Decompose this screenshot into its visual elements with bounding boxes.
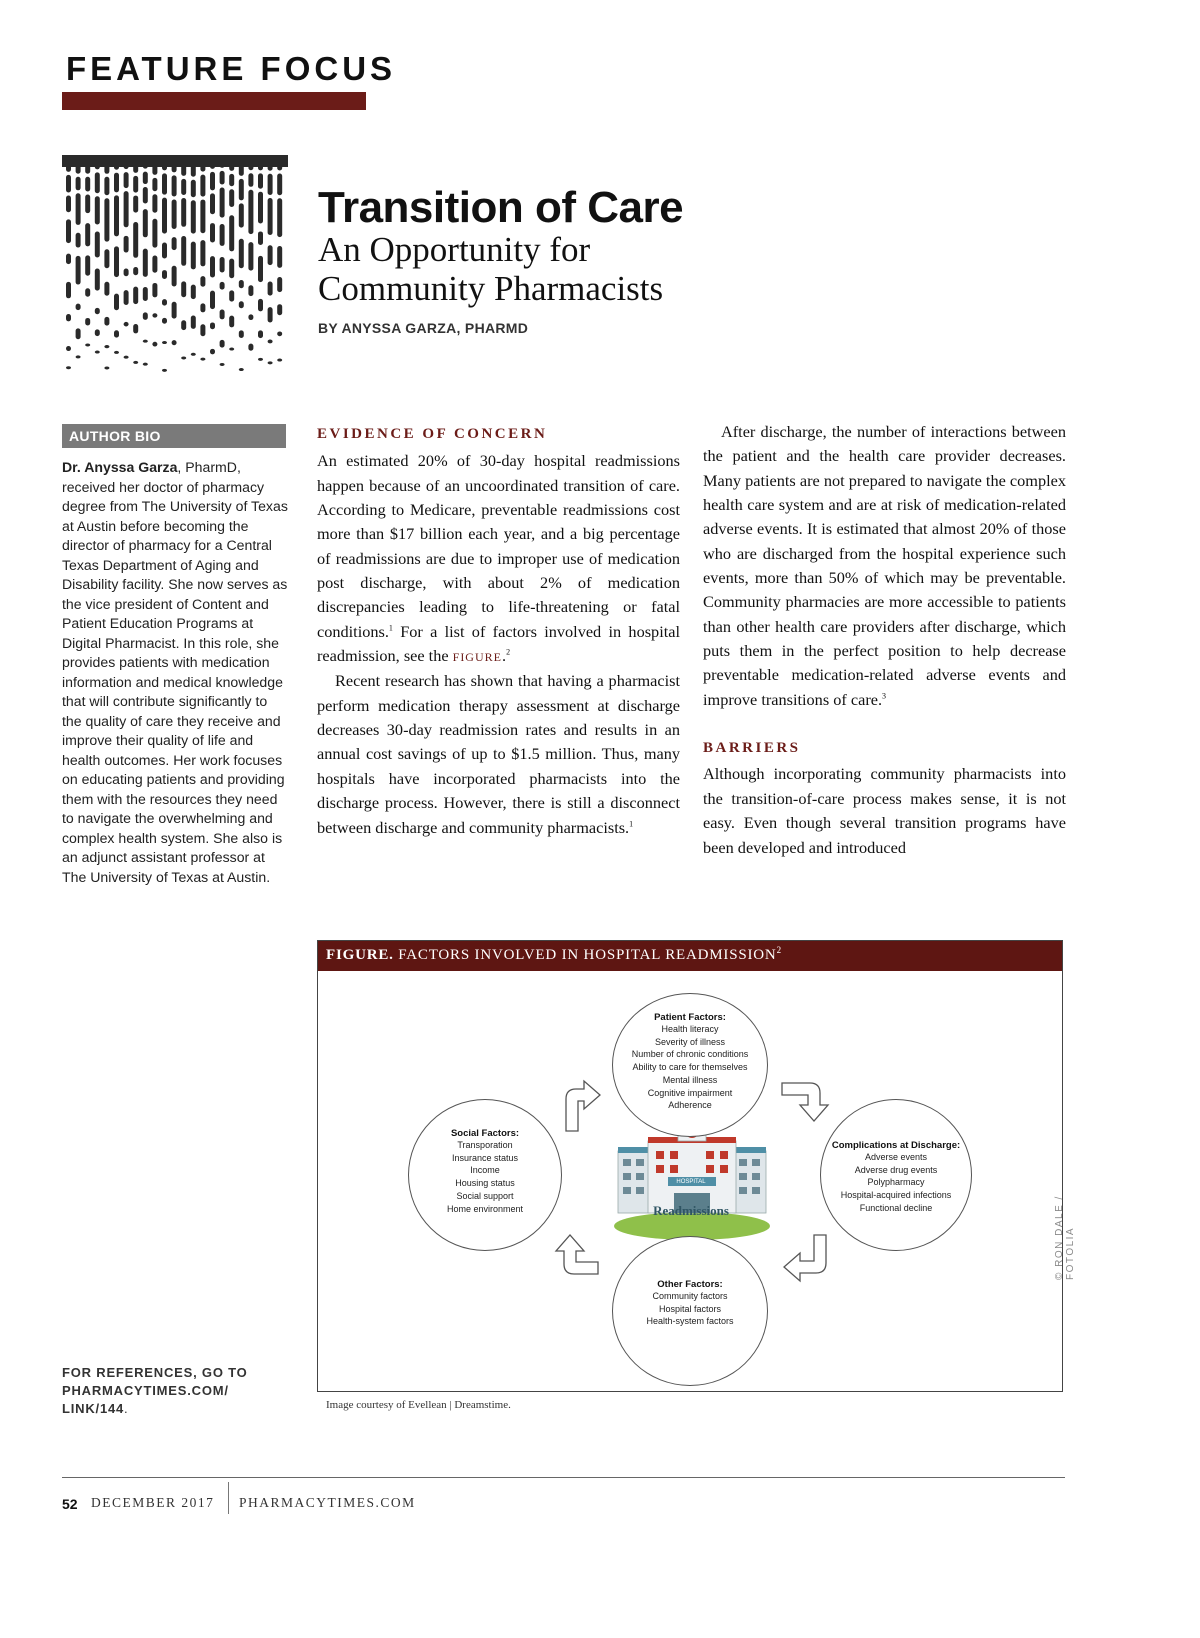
decorative-dash	[229, 290, 234, 301]
decorative-dash	[104, 198, 109, 241]
barriers-paragraph-1: Although incorporating community pharmacists into the transition-of-care process makes sense, it is not easy. Even though several transition programs have been developed and introduced	[703, 764, 1066, 857]
decorative-dash	[133, 176, 138, 193]
patient-factor-item: Adherence	[668, 1100, 712, 1111]
complications-circle	[820, 1099, 972, 1251]
decorative-dash	[162, 318, 167, 324]
decorative-dash	[277, 246, 282, 268]
decorative-dash	[133, 196, 138, 213]
decorative-dash	[220, 282, 225, 290]
patient-factor-item: Number of chronic conditions	[631, 1049, 749, 1060]
decorative-dash	[66, 219, 71, 243]
other-factors-list	[613, 1290, 767, 1328]
patient-factor-item: Health literacy	[661, 1024, 719, 1034]
decorative-dash	[239, 239, 244, 269]
decorative-dash	[114, 173, 119, 193]
patient-factor-item: Mental illness	[662, 1074, 718, 1085]
figure-box	[317, 940, 1063, 1392]
decorative-dash	[200, 324, 205, 336]
decorative-dash	[124, 236, 129, 253]
decorative-dash	[124, 172, 129, 188]
decorative-dash	[76, 177, 81, 191]
decorative-dash	[76, 233, 81, 248]
social-factor-item: Housing status	[455, 1178, 515, 1189]
decorative-dash	[162, 270, 167, 279]
social-factor-item: Income	[470, 1165, 500, 1176]
decorative-dash	[258, 256, 263, 282]
references-link[interactable]: LINK/144	[62, 1401, 125, 1416]
decorative-dash	[66, 314, 71, 321]
readmissions-label: Readmissions	[653, 1203, 729, 1218]
decorative-dash	[85, 255, 90, 275]
ref-sup: 2	[506, 647, 511, 657]
patient-factor-item: Ability to care for themselves	[632, 1062, 748, 1073]
decorative-dash	[172, 302, 177, 319]
decorative-dash	[152, 255, 157, 272]
complications-list	[821, 1151, 971, 1215]
decorative-dash	[172, 237, 177, 250]
decorative-dash	[277, 304, 282, 315]
decorative-dash	[133, 324, 138, 333]
author-bio-text: , PharmD, received her doctor of pharmacy degree from The University of Texas at Austin before becoming the director of pharmacy for a Central Texas Department of Aging and Disability facility. She now serves as the vice president of Content and Patient Education Programs at Digital Pharmacist. In this role, she provides patients with medication information and medical knowledge that will contribute significantly to the quality of care they receive and improve their quality of life and health outcomes. Her work focuses on educating patients and providing them with the resources they need to navigate the overwhelming and complex health system. She also is an adjunct assistant professor at The University of Texas at Austin.	[62, 459, 288, 885]
decorative-dash	[248, 285, 253, 296]
decorative-dash	[162, 173, 167, 194]
decorative-dash	[85, 195, 90, 214]
decorative-dash	[76, 355, 81, 358]
article-title: Transition of Care	[318, 183, 684, 232]
decorative-dash	[66, 254, 71, 264]
decorative-dash	[76, 256, 81, 285]
decorative-dash	[239, 203, 244, 227]
ref-sup: 3	[882, 691, 887, 701]
decorative-dash	[220, 171, 225, 185]
decorative-dash	[191, 285, 196, 300]
decorative-dash	[85, 223, 90, 246]
decorative-dash	[248, 344, 253, 351]
decorative-dash	[95, 268, 100, 290]
decorative-dash	[200, 276, 205, 287]
decorative-dash	[229, 189, 234, 207]
decorative-dash	[172, 199, 177, 229]
social-factors-title: Social Factors:	[450, 1128, 520, 1139]
decorative-dash	[114, 294, 119, 311]
decorative-dash	[181, 236, 186, 266]
decorative-dash	[258, 231, 263, 245]
social-factor-item: Insurance status	[451, 1152, 519, 1163]
article-column-1	[317, 426, 680, 840]
patient-factors-title: Patient Factors:	[654, 1012, 726, 1023]
decorative-dash	[104, 317, 109, 326]
decorative-dash	[172, 266, 177, 287]
references-line-1: FOR REFERENCES, GO TO	[62, 1365, 248, 1380]
decorative-dash	[220, 340, 225, 348]
decorative-dash	[76, 193, 81, 225]
decorative-dash	[133, 222, 138, 258]
complications-factor-item: Adverse drug events	[854, 1164, 938, 1175]
col2-p1-text: After discharge, the number of interactions between the patient and the health care provider decreases. Many patients are not prepared to navigate the complex health care system and are at risk of medication-related adverse events. It is estimated that almost 20% of those who are discharged from the hospital experience such events, more than 50% of which may be preventable. Community pharmacies are more accessible to patients than other health care providers after discharge, which puts them in the perfect position to help decrease preventable medication-related adverse events and improve transitions of care.	[703, 422, 1066, 709]
decorative-dash	[143, 340, 148, 343]
decorative-dash	[181, 179, 186, 195]
evidence-p1-tail: For a list of factors involved in hospital readmission, see the	[317, 621, 680, 666]
decorative-dash	[200, 175, 205, 197]
decorative-dash	[143, 172, 148, 184]
decorative-dash	[277, 277, 282, 292]
decorative-dash	[220, 310, 225, 320]
decorative-dash	[143, 312, 148, 319]
social-factor-item: Social support	[456, 1190, 514, 1201]
decorative-dash	[124, 290, 129, 305]
decorative-dash	[152, 342, 157, 347]
decorative-dash	[268, 282, 273, 296]
evidence-paragraph-2	[317, 669, 680, 839]
decorative-dash	[258, 299, 263, 311]
decorative-dash	[66, 346, 71, 351]
decorative-dash	[200, 303, 205, 312]
decorative-dash	[181, 281, 186, 297]
decorative-dash	[220, 224, 225, 246]
decorative-dash	[268, 245, 273, 265]
decorative-dash	[162, 243, 167, 259]
decorative-dash	[191, 200, 196, 233]
decorative-dash	[229, 174, 234, 186]
decorative-dash	[104, 249, 109, 268]
decorative-dash	[114, 195, 119, 236]
decorative-dash	[85, 343, 90, 346]
references-line-2: PHARMACYTIMES.COM/	[62, 1383, 229, 1398]
decorative-dash	[66, 196, 71, 213]
decorative-dash	[85, 288, 90, 297]
decorative-dash	[268, 307, 273, 322]
decorative-dash	[268, 174, 273, 195]
decorative-dash	[239, 368, 244, 371]
page-number: 52	[62, 1496, 78, 1512]
decorative-dash	[162, 299, 167, 305]
arrow-icon	[556, 1235, 598, 1274]
photo-credit: © RON DALE / FOTOLIA	[1054, 1195, 1076, 1280]
decorative-dash	[191, 353, 196, 356]
decorative-dash	[152, 178, 157, 191]
decorative-dash	[104, 177, 109, 195]
author-name: Dr. Anyssa Garza	[62, 459, 178, 475]
decorative-dash	[268, 361, 273, 364]
decorative-dash	[124, 322, 129, 327]
decorative-dash	[239, 330, 244, 338]
social-factors-circle	[408, 1099, 562, 1251]
footer-rule	[62, 1477, 1065, 1478]
decorative-dash	[95, 232, 100, 258]
decorative-dash	[200, 200, 205, 234]
decorative-dash	[104, 345, 109, 348]
decorative-dash	[229, 215, 234, 251]
decorative-dash	[210, 172, 215, 191]
decorative-dash	[95, 308, 100, 314]
evidence-heading: EVIDENCE OF CONCERN	[317, 426, 548, 442]
decorative-dash	[104, 282, 109, 296]
subtitle-line-1: An Opportunity for	[318, 230, 591, 269]
patient-factors-list	[613, 1023, 767, 1112]
evidence-p1-end: .	[501, 646, 507, 666]
decorative-dash	[152, 313, 157, 317]
decorative-dash	[191, 316, 196, 329]
evidence-p1-text: An estimated 20% of 30-day hospital readmissions happen because of an uncoordinated transition of care. According to Medicare, preventable readmissions cost more than $17 billion each year, and a big percentage of readmissions are due to improper use of medication post discharge, with about 2% of medication discrepancies leading to life-threatening or fatal conditions.	[317, 451, 680, 641]
other-factor-item: Community factors	[652, 1291, 728, 1301]
decorative-dash	[66, 175, 71, 193]
decorative-dash	[210, 322, 215, 329]
decorative-dash	[85, 177, 90, 192]
decorative-dash	[124, 356, 129, 359]
decorative-dash	[114, 351, 119, 354]
decorative-dash	[210, 193, 215, 214]
decorative-dash	[258, 358, 263, 361]
decorative-dash	[114, 330, 119, 337]
figure-label: FIGURE.	[326, 947, 394, 963]
social-factors-list	[409, 1139, 561, 1215]
figure-credit: Image courtesy of Evellean | Dreamstime.	[326, 1399, 511, 1411]
decorative-dash	[95, 329, 100, 336]
figure-header	[318, 941, 1062, 971]
decorative-dash	[76, 328, 81, 339]
author-bio-heading	[62, 424, 286, 448]
other-factor-item: Health-system factors	[646, 1316, 734, 1327]
decorative-dash	[172, 175, 177, 196]
decorative-dash	[277, 331, 282, 336]
decorative-dash	[210, 223, 215, 242]
decorative-dash	[172, 340, 177, 345]
decorative-dash	[268, 340, 273, 344]
hospital-sign: HOSPITAL	[676, 1179, 706, 1185]
decorative-dash	[181, 320, 186, 330]
decorative-dash	[114, 246, 119, 277]
decorative-dash	[133, 267, 138, 275]
author-bio-heading-text: AUTHOR BIO	[69, 428, 161, 444]
decorative-dash	[268, 198, 273, 235]
arrow-icon	[782, 1083, 828, 1121]
decorative-dash	[258, 173, 263, 188]
section-rule	[62, 92, 366, 110]
article-column-2	[703, 420, 1066, 860]
patient-factor-item: Cognitive impairment	[647, 1087, 733, 1098]
decorative-dash	[258, 330, 263, 338]
decorative-dash	[76, 304, 81, 311]
byline: BY ANYSSA GARZA, PHARMD	[318, 320, 529, 336]
decorative-dash	[124, 268, 129, 276]
decorative-dash	[143, 363, 148, 366]
decorative-dash	[95, 351, 100, 354]
article-subtitle	[318, 230, 663, 308]
decorative-dash	[248, 173, 253, 187]
decorative-dash	[239, 301, 244, 308]
decorative-dash	[200, 358, 205, 361]
complications-factor-item: Adverse events	[864, 1152, 928, 1162]
arrow-icon	[566, 1081, 600, 1131]
decorative-dash	[220, 363, 225, 366]
decorative-dash	[229, 348, 234, 351]
decorative-dash	[277, 359, 282, 362]
other-factor-item: Hospital factors	[658, 1303, 722, 1314]
decorative-dash	[191, 242, 196, 270]
decorative-dash	[200, 240, 205, 266]
complications-factor-item: Functional decline	[859, 1202, 933, 1213]
decorative-dash	[220, 187, 225, 217]
decorative-dash	[124, 191, 129, 227]
decorative-dash	[210, 291, 215, 309]
decorative-dash	[277, 198, 282, 237]
footer-separator	[228, 1482, 229, 1514]
decorative-dash	[248, 190, 253, 234]
social-factor-item: Transporation	[457, 1140, 513, 1150]
references-note	[62, 1364, 262, 1418]
decorative-dash	[133, 361, 138, 364]
decorative-dash	[85, 318, 90, 325]
decorative-dash	[220, 257, 225, 272]
figure-title: FACTORS INVOLVED IN HOSPITAL READMISSION	[393, 947, 777, 963]
issue-date: DECEMBER 2017	[91, 1495, 215, 1510]
patient-factors-circle	[612, 993, 768, 1137]
decorative-dash	[133, 287, 138, 304]
decorative-dash	[239, 179, 244, 200]
references-period: .	[124, 1401, 129, 1416]
complications-factor-item: Polypharmacy	[867, 1177, 925, 1188]
decorative-art	[62, 155, 288, 372]
decorative-dash	[248, 242, 253, 271]
ref-sup: 1	[629, 819, 634, 829]
decorative-dash	[229, 259, 234, 279]
decorative-dash	[239, 280, 244, 288]
section-label: FEATURE FOCUS	[66, 50, 397, 87]
other-factors-title: Other Factors:	[657, 1279, 723, 1290]
decorative-dash	[143, 287, 148, 301]
figure-title-sup: 2	[776, 945, 782, 955]
other-factors-circle	[612, 1236, 768, 1386]
decorative-dash	[277, 173, 282, 195]
decorative-dash	[181, 356, 186, 359]
decorative-dash	[248, 314, 253, 320]
decorative-dash	[162, 341, 167, 344]
figure-reference[interactable]: FIGURE	[452, 650, 502, 665]
arrow-icon	[784, 1235, 826, 1281]
decorative-dash	[162, 369, 167, 372]
evidence-paragraph-1	[317, 449, 680, 669]
decorative-dash	[143, 187, 148, 203]
decorative-dash	[143, 249, 148, 277]
complications-factor-item: Hospital-acquired infections	[840, 1190, 952, 1201]
decorative-dash	[229, 316, 234, 328]
decorative-dash	[143, 209, 148, 237]
decorative-dash	[66, 366, 71, 369]
decorative-dash	[258, 192, 263, 224]
decorative-dash	[66, 282, 71, 298]
decorative-dash	[104, 366, 109, 369]
decorative-dash	[210, 349, 215, 355]
author-bio	[62, 458, 288, 887]
decorative-dash	[162, 198, 167, 234]
patient-factor-item: Severity of illness	[654, 1036, 726, 1047]
decorative-dash	[152, 194, 157, 212]
decorative-top-band	[62, 155, 288, 167]
column-2-paragraph-1	[703, 420, 1066, 712]
evidence-p2-text: Recent research has shown that having a pharmacist perform medication therapy assessment at discharge decreases 30-day readmission rates and results in an annual cost savings of up to $1.5 million. Thus, many hospitals have incorporated pharmacists into the discharge process. However, there is still a disconnect between discharge and community pharmacists.	[317, 671, 680, 837]
barriers-heading: BARRIERS	[703, 740, 801, 757]
decorative-dash	[95, 172, 100, 193]
subtitle-line-2: Community Pharmacists	[318, 269, 664, 308]
decorative-dash	[152, 283, 157, 297]
site-name[interactable]: PHARMACYTIMES.COM	[239, 1495, 416, 1510]
complications-title: Complications at Discharge:	[831, 1140, 961, 1151]
decorative-dash	[210, 256, 215, 277]
social-factor-item: Home environment	[446, 1203, 524, 1214]
decorative-dash	[152, 219, 157, 248]
decorative-dash	[191, 180, 196, 198]
ref-sup: 1	[388, 623, 393, 633]
decorative-dash	[95, 196, 100, 224]
decorative-dash	[181, 198, 186, 227]
